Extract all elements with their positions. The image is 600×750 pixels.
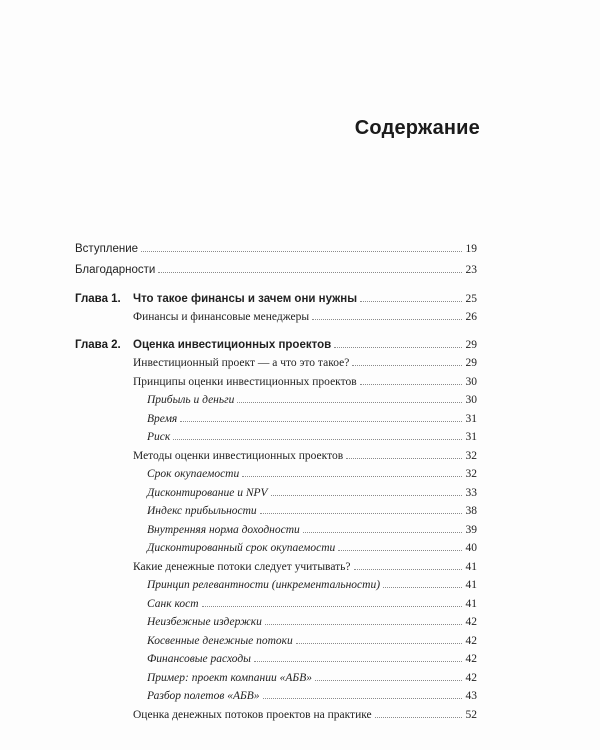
- dot-leader: [180, 421, 461, 422]
- dot-leader: [271, 495, 462, 496]
- dot-leader: [360, 301, 461, 302]
- toc-entry-title: Санк кост: [147, 598, 199, 610]
- toc-page-number: 39: [465, 524, 477, 536]
- toc-subentry[interactable]: [147, 613, 477, 631]
- toc-page-number: 41: [465, 561, 477, 573]
- chapter-number: Глава 2.: [75, 339, 121, 351]
- dot-leader: [237, 402, 461, 403]
- dot-leader: [334, 347, 461, 348]
- dot-leader: [312, 319, 461, 320]
- dot-leader: [158, 272, 461, 273]
- toc-entry-intro[interactable]: [75, 240, 477, 258]
- toc-entry-title: Дисконтированный срок окупаемости: [147, 542, 336, 554]
- toc-page-number: 23: [465, 264, 477, 276]
- toc-entry-title: Пример: проект компании «АБВ»: [147, 672, 312, 684]
- toc-subentry[interactable]: [147, 576, 477, 594]
- chapter-number: Глава 1.: [75, 293, 121, 305]
- dot-leader: [141, 251, 461, 252]
- toc-subentry[interactable]: [147, 595, 477, 613]
- toc-page-number: 52: [465, 709, 477, 721]
- toc-page-number: 29: [465, 357, 477, 369]
- toc-page-number: 42: [465, 672, 477, 684]
- dot-leader: [360, 384, 462, 385]
- dot-leader: [352, 365, 461, 366]
- toc-page-number: 30: [465, 394, 477, 406]
- toc-subentry[interactable]: [147, 391, 477, 409]
- toc-entry-title: Время: [147, 413, 178, 425]
- dot-leader: [303, 532, 462, 533]
- toc-page-number: 33: [465, 487, 477, 499]
- toc-entry-chapter-2[interactable]: [133, 336, 477, 354]
- toc-subentry[interactable]: [147, 484, 477, 502]
- toc-entry[interactable]: [133, 447, 477, 465]
- toc-entry-title: Внутренняя норма доходности: [147, 524, 300, 536]
- toc-entry-title: Разбор полетов «АБВ»: [147, 690, 260, 702]
- toc-entry-title: Оценка денежных потоков проектов на практике: [133, 709, 372, 721]
- toc-entry-title: Срок окупаемости: [147, 468, 240, 480]
- toc-page-number: 42: [465, 653, 477, 665]
- dot-leader: [260, 513, 462, 514]
- toc-entry[interactable]: [133, 706, 477, 724]
- toc-page-number: 25: [465, 293, 477, 305]
- toc-entry-title: Дисконтирование и NPV: [147, 487, 268, 499]
- toc-subentry[interactable]: [147, 410, 477, 428]
- dot-leader: [173, 439, 461, 440]
- toc-page-number: 40: [465, 542, 477, 554]
- dot-leader: [265, 624, 462, 625]
- dot-leader: [254, 661, 462, 662]
- toc-page-number: 42: [465, 616, 477, 628]
- toc-entry-title: Принцип релевантности (инкрементальности): [147, 579, 381, 591]
- toc-entry-title: Неизбежные издержки: [147, 616, 262, 628]
- toc-entry[interactable]: [133, 558, 477, 576]
- dot-leader: [202, 606, 462, 607]
- toc-subentry[interactable]: [147, 521, 477, 539]
- toc-page-number: 19: [465, 243, 477, 255]
- toc-page-number: 38: [465, 505, 477, 517]
- toc-page-number: 41: [465, 598, 477, 610]
- toc-entry-title: Финансовые расходы: [147, 653, 251, 665]
- toc-entry-title: Инвестиционный проект — а что это такое?: [133, 357, 350, 369]
- toc-entry-chapter-1[interactable]: [133, 290, 477, 308]
- toc-entry-title: Индекс прибыльности: [147, 505, 257, 517]
- toc-entry-title: Косвенные денежные потоки: [147, 635, 293, 647]
- toc-subentry[interactable]: [147, 687, 477, 705]
- toc-subentry[interactable]: [147, 465, 477, 483]
- toc-subentry[interactable]: [147, 650, 477, 668]
- toc-subentry[interactable]: [147, 539, 477, 557]
- toc-entry[interactable]: [133, 373, 477, 391]
- toc-page-number: 30: [465, 376, 477, 388]
- dot-leader: [346, 458, 461, 459]
- toc-entry[interactable]: [133, 308, 477, 326]
- dot-leader: [338, 550, 461, 551]
- toc-page-number: 41: [465, 579, 477, 591]
- toc-chapter-title: Что такое финансы и зачем они нужны: [133, 293, 358, 305]
- dot-leader: [383, 587, 461, 588]
- toc-page-number: 31: [465, 413, 477, 425]
- dot-leader: [242, 476, 461, 477]
- toc-subentry[interactable]: [147, 669, 477, 687]
- toc-page-number: 42: [465, 635, 477, 647]
- toc-entry-title: Риск: [147, 431, 171, 443]
- toc-entry[interactable]: [133, 354, 477, 372]
- toc-entry-title: Прибыль и деньги: [147, 394, 235, 406]
- toc-entry-title: Какие денежные потоки следует учитывать?: [133, 561, 351, 573]
- toc-page-number: 43: [465, 690, 477, 702]
- dot-leader: [375, 717, 462, 718]
- toc-page-number: 32: [465, 450, 477, 462]
- dot-leader: [263, 698, 462, 699]
- toc-page-number: 26: [465, 311, 477, 323]
- toc-entry-title: Методы оценки инвестиционных проектов: [133, 450, 344, 462]
- toc-subentry[interactable]: [147, 502, 477, 520]
- toc-entry-title: Вступление: [75, 243, 139, 255]
- page-title: Содержание: [354, 117, 480, 139]
- toc-chapter-title: Оценка инвестиционных проектов: [133, 339, 332, 351]
- toc-page-number: 29: [465, 339, 477, 351]
- dot-leader: [296, 643, 462, 644]
- toc-entry-title: Благодарности: [75, 264, 156, 276]
- toc-page-number: 32: [465, 468, 477, 480]
- toc-entry-title: Финансы и финансовые менеджеры: [133, 311, 310, 323]
- toc-subentry[interactable]: [147, 632, 477, 650]
- dot-leader: [315, 680, 462, 681]
- toc-page-number: 31: [465, 431, 477, 443]
- toc-entry-title: Принципы оценки инвестиционных проектов: [133, 376, 357, 388]
- toc-entry-acknowledgements[interactable]: [75, 261, 477, 279]
- toc-subentry[interactable]: [147, 428, 477, 446]
- dot-leader: [354, 569, 462, 570]
